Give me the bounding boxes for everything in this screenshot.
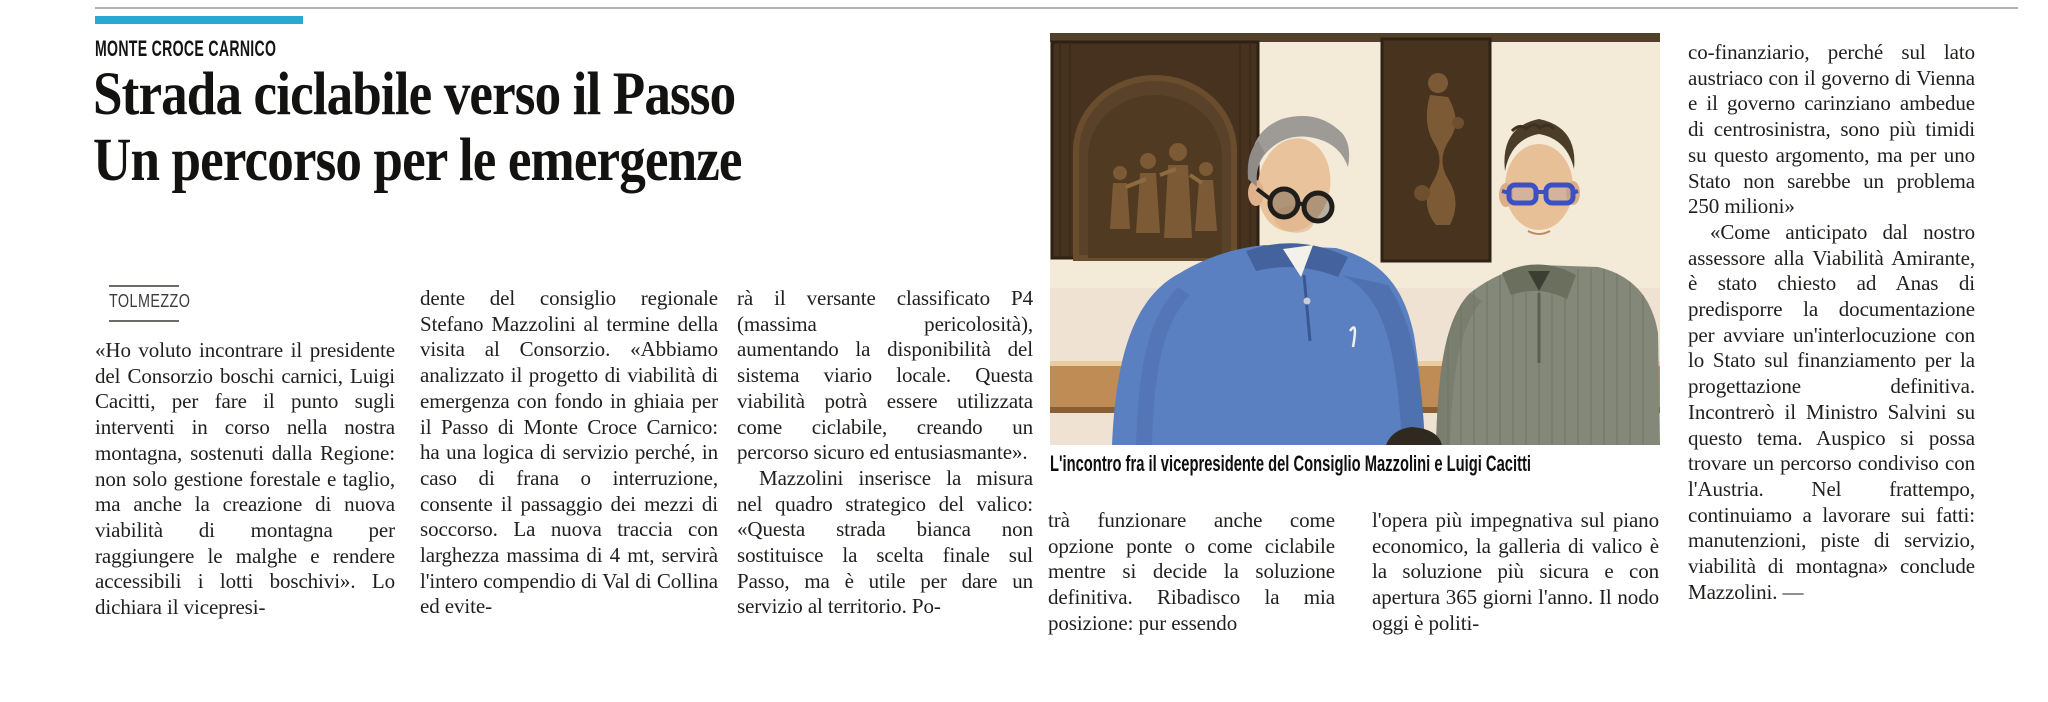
body-paragraph: trà funzionare anche come opzione ponte o come ciclabile mentre si decide la soluzione definitiva. Ribadisco la mia posizione: pur essendo [1048,508,1335,635]
body-column-2 [420,286,718,620]
body-column-5 [1372,508,1659,637]
photo-illustration [1050,33,1660,445]
headline [93,62,839,194]
photo-zipper-pull [1304,298,1311,305]
body-paragraph: «Come anticipato dal nostro assessore alla Viabilità Amirante, è stato chiesto ad Anas di predisporre la documentazione per avviare un'interlocuzione con lo Stato sul finanziamento per la progettazione definitiva. Incontrerò il Ministro Salvini su questo tema. Auspico si possa trovare un percorso condiviso con l'Austria. Nel frattempo, continuiamo a lavorare sui fatti: manutenzioni, piste di servizio, viabilità di montagna» conclude Mazzolini. — [1688,219,1975,604]
body-paragraph: «Ho voluto incontrare il presidente del Consorzio boschi carnici, Luigi Cacitti, per fare il punto sugli interventi in corso nella nostra montagna, sostenuti dalla Regione: non solo gestione forestale e taglio, ma anche la creazione di nuova viabilità di montagna per raggiungere le malghe e rendere accessibili i lotti boschivi». Lo dichiara il vicepresi- [95,338,395,620]
body-paragraph: rà il versante classificato P4 (massima pericolosità), aumentando la disponibilità del sistema viario locale. Questa viabilità potrà essere utilizzata come ciclabile, creando un percorso sicuro ed entusiasmante». [737,286,1033,465]
body-paragraph: l'opera più impegnativa sul piano economico, la galleria di valico è la soluzione più sicura e con apertura 365 giorni l'anno. Il nodo oggi è politi- [1372,508,1659,635]
body-paragraph: Mazzolini inserisce la misura nel quadro strategico del valico: «Questa strada bianca non sostituisce la scelta finale sul Passo, ma è utile per dare un servizio al territorio. Po- [737,465,1033,619]
body-paragraph: dente del consiglio regionale Stefano Mazzolini al termine della visita al Consorzio. «Abbiamo analizzato il progetto di viabilità di emergenza con fondo in ghiaia per il Passo di Monte Croce Carnico: ha una logica di servizio perché, in caso di frana o interruzione, consente il passaggio dei mezzi di soccorso. La nuova traccia con larghezza massima di 4 mt, servirà l'intero compendio di Val di Collina ed evite- [420,286,718,619]
body-column-3 [737,286,1033,620]
body-column-4 [1048,508,1335,637]
body-column-1 [95,338,395,621]
dateline: TOLMEZZO [109,291,191,311]
kicker: MONTE CROCE CARNICO [95,36,277,61]
photo-wood-panel-right [1382,39,1490,261]
headline-line-1: Strada ciclabile verso il Passo [93,61,736,128]
photo-wood-panel-left [1052,42,1258,258]
top-rule [95,7,2018,9]
accent-bar [95,16,303,24]
photo-caption: L'incontro fra il vicepresidente del Consiglio Mazzolini e Luigi Cacitti [1050,451,1531,476]
dateline-rule-top [109,285,179,287]
article-photo [1050,33,1660,445]
body-paragraph: co-finanziario, perché sul lato austriaco con il governo di Vienna e il governo carinziano ambedue di centrosinistra, sono più timidi su questo argomento, ma per uno Stato non sarebbe un problema 250 milioni» [1688,40,1975,219]
dateline-rule-bottom [109,320,179,322]
headline-line-2: Un percorso per le emergenze [93,127,742,194]
body-column-6 [1688,40,1975,605]
